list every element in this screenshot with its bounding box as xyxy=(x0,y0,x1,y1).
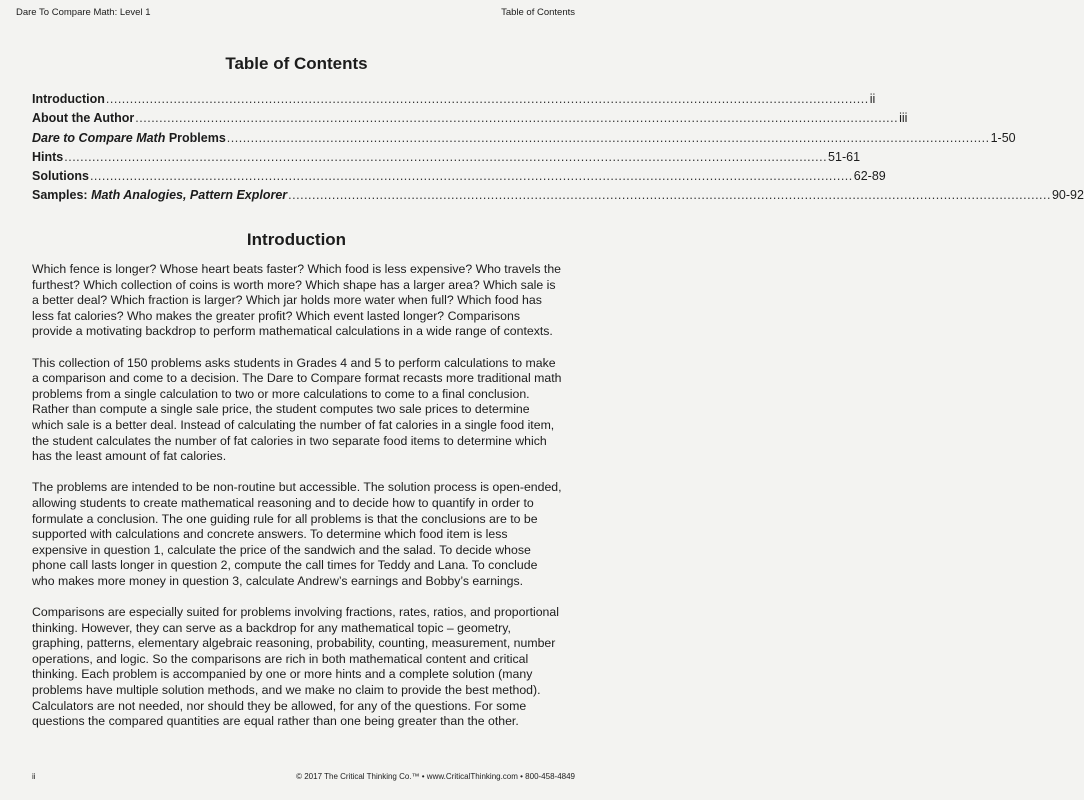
toc-leader-dots: ................................................................................................................................................................................................ xyxy=(105,92,869,106)
toc-entry-samples[interactable] xyxy=(32,188,1084,207)
intro-paragraph-1: Which fence is longer? Whose heart beats faster? Which food is less expensive? Who travels the furthest? Which collection of coins is worth more? Which shape has a larger area? Which sale is a better deal? Which fraction is larger? Which jar holds more water when full? Which food has less fat calories? Who makes the greater profit? Which event lasted longer? Comparisons provide a motivating backdrop to perform mathematical calculations in a wide range of contexts. xyxy=(32,262,562,339)
toc-entry-page: 90-92 xyxy=(1051,188,1084,203)
copyright-line: © 2017 The Critical Thinking Co.™ • www.CriticalThinking.com • 800-458-4849 xyxy=(296,772,575,781)
header-section-title: Table of Contents xyxy=(501,7,575,18)
toc-entry-title-italic: Math Analogies, Pattern Explorer xyxy=(91,188,288,203)
toc-leader-dots: ................................................................................................................................................................................................ xyxy=(226,130,990,145)
toc-entry-page: ii xyxy=(869,92,876,106)
page-footer xyxy=(32,772,575,781)
toc-entry-title-italic: Dare to Compare Math xyxy=(32,130,166,145)
toc-entry-introduction[interactable] xyxy=(32,92,876,111)
toc-entry-page: 1-50 xyxy=(990,130,1016,145)
toc-leader-dots: ................................................................................................................................................................................................ xyxy=(64,149,828,164)
intro-paragraph-2: This collection of 150 problems asks students in Grades 4 and 5 to perform calculations to make a comparison and come to a decision. The Dare to Compare format recasts more traditional math problems from a single calculation to two or more calculations to come to a final conclusion. Rather than compute a single sale price, the student computes two sale prices to determine which sale is a better deal. Instead of calculating the number of fat calories in a single food item, the student calculates the number of fat calories in two separate food items to determine which has the least amount of fat calories. xyxy=(32,355,562,464)
toc-entry-title xyxy=(32,131,226,145)
toc-entry-title-rest: Problems xyxy=(165,130,226,145)
toc-heading: Table of Contents xyxy=(225,54,368,73)
intro-paragraph-3: The problems are intended to be non-routine but accessible. The solution process is open-ended, allowing students to create mathematical reasoning and to decide how to quantify in order to formulate a conclusion. The one guiding rule for all problems is that the conclusions are to be supported with calculations and concrete answers. To determine which food item is less expensive in question 1, calculate the price of the sandwich and the salad. To decide whose phone call lasts longer in question 2, compute the call times for Teddy and Lana. To conclude who makes more money in question 3, calculate Andrew’s earnings and Bobby’s earnings. xyxy=(32,480,562,588)
header-book-title: Dare To Compare Math: Level 1 xyxy=(16,7,151,18)
toc-entry-page: 51-61 xyxy=(828,149,861,164)
toc-entry-hints[interactable] xyxy=(32,149,861,169)
toc-entry-about-author[interactable] xyxy=(32,111,908,130)
intro-paragraph-4: Comparisons are especially suited for problems involving fractions, rates, ratios, and proportional thinking. However, they can serve as a backdrop for any mathematical topic – geometry, graphing, patterns, elementary algebraic reasoning, probability, counting, measurement, number operations, and logic. So the comparisons are rich in both mathematical content and critical thinking. Each problem is accompanied by one or more hints and a complete solution (many problems have multiple solution methods, and we make no claim to provide the best method). Calculators are not needed, nor should they be allowed, for any of the questions. For some questions the compared quantities are equal rather than one being greater than the other. xyxy=(32,605,559,729)
toc-entry-title: Introduction xyxy=(32,92,105,106)
introduction-body xyxy=(32,262,562,745)
toc-entry-page: iii xyxy=(899,111,908,126)
page-number: ii xyxy=(32,772,36,781)
toc-entry-title-lead: Samples: xyxy=(32,188,92,203)
toc-entry-title: About the Author xyxy=(32,111,135,126)
toc-entry-problems[interactable] xyxy=(32,130,1016,150)
running-header xyxy=(16,7,575,18)
toc-entry-page: 62-89 xyxy=(853,169,886,184)
table-of-contents xyxy=(32,92,1084,208)
toc-entry-title: Solutions xyxy=(32,169,89,184)
toc-leader-dots: ................................................................................................................................................................................................ xyxy=(135,111,899,126)
introduction-heading: Introduction xyxy=(246,230,347,249)
toc-entry-title: Hints xyxy=(32,149,64,164)
toc-entry-solutions[interactable] xyxy=(32,169,886,188)
toc-entry-title xyxy=(32,188,287,202)
toc-leader-dots: ................................................................................................................................................................................................ xyxy=(89,169,853,184)
toc-leader-dots: ................................................................................................................................................................................................ xyxy=(288,188,1051,203)
